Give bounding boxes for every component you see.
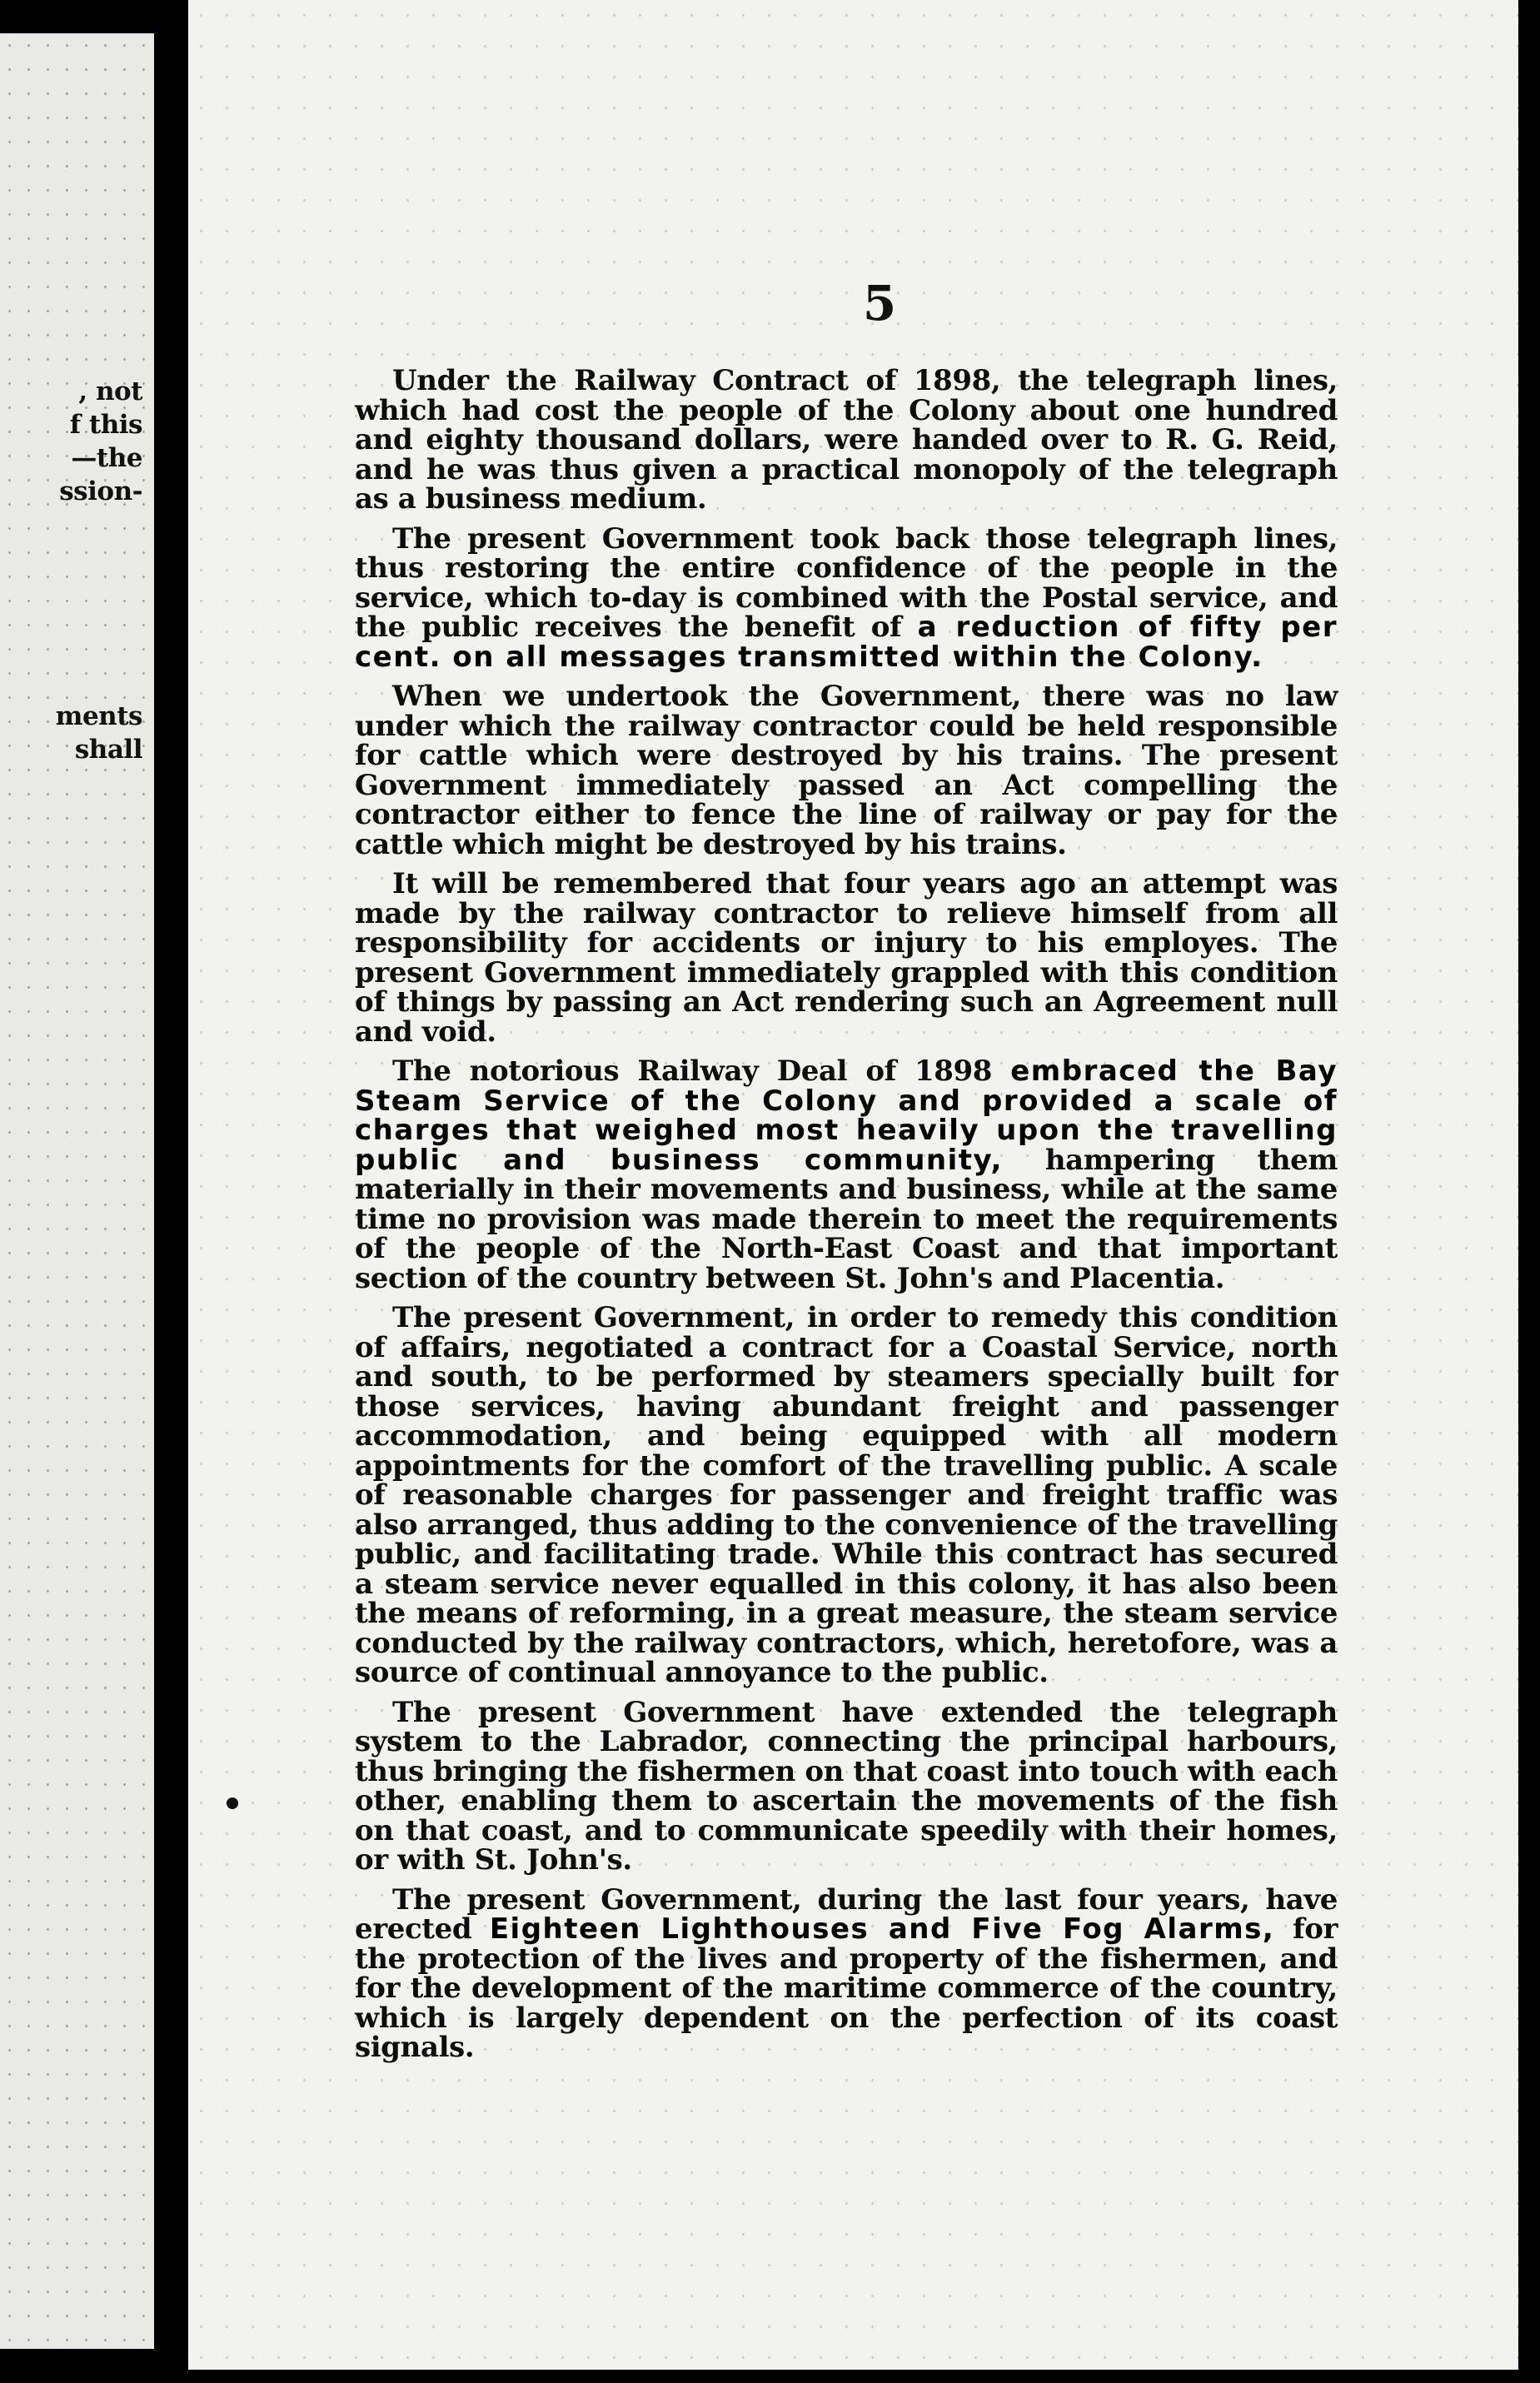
document-page: [188, 0, 1518, 2370]
paragraph: [355, 366, 1338, 515]
paragraph-text: Under the Railway Contract of 1898, the telegraph lines, which had cost the people of the Colony about one hundred and eighty thousand dollars, were handed over to R. G. Reid, and he was thus given a practical monopoly of the telegraph as a business medium.: [355, 364, 1338, 516]
emphasized-text: embraced the Bay Steam Service of the Colony and provided a scale of charges that weighed most heavily upon the travelling public and business community,: [355, 1054, 1338, 1177]
paragraph-text: hampering them materially in their movements and business, while at the same time no provision was made therein to meet the requirements of the people of the North-East Coast and that important section of the country between St. John's and Placentia.: [355, 1143, 1338, 1295]
facing-page-text: —the: [71, 443, 142, 473]
emphasized-text: Eighteen Lighthouses and Five Fog Alarms,: [489, 1912, 1275, 1946]
paragraph: [355, 1882, 1338, 2064]
paragraph-text: The present Government, in order to remedy this condition of affairs, negotiated a contract for a Coastal Service, north and south, to be performed by steamers specially built for those services, having abundant freight and passenger accommodation, and being equipped with all modern appointments for the comfort of the travelling public. A scale of reasonable charges for passenger and freight traffic was also arranged, thus adding to the convenience of the travelling public, and facilitating trade. While this contract has secured a steam service never equalled in this colony, it has also been the means of reforming, in a great measure, the steam service conducted by the railway contractors, which, heretofore, was a source of continual annoyance to the public.: [355, 1301, 1338, 1689]
paragraph: [355, 867, 1338, 1049]
paragraph: [355, 521, 1338, 674]
paragraph-text: The present Government, during the last four years, have erected: [355, 1882, 1338, 1946]
paragraph-text: The notorious Railway Deal of 1898: [392, 1054, 1011, 1088]
page-number: 5: [862, 275, 897, 332]
paragraph-text: When we undertook the Government, there was no law under which the railway contractor could be held responsible for cattle which were destroyed by his trains. The present Government immediately passed an Act compelling the contractor either to fence the line of railway or pay for the cattle which might be destroyed by his trains.: [355, 680, 1338, 861]
facing-page-text: shall: [74, 735, 142, 765]
paragraph: [355, 1054, 1338, 1295]
paragraph-text: for the protection of the lives and property of the fishermen, and for the development of the maritime commerce of the country, which is largely dependent on the perfection of its coast signals.: [355, 1912, 1338, 2064]
emphasized-text: a reduction of fifty per cent. on all messages transmitted within the Colony.: [355, 611, 1338, 674]
facing-page-text: f this: [69, 410, 142, 440]
facing-page-text: ments: [55, 701, 142, 731]
facing-page-text: ssion-: [59, 476, 142, 506]
paragraph: [355, 1695, 1338, 1877]
body-text: [355, 366, 1338, 2073]
paragraph-text: The present Government took back those telegraph lines, thus restoring the entire confidence of the people in the service, which to-day is combined with the Postal service, and the public receives the benefit of: [355, 521, 1338, 644]
page-gutter: [171, 17, 187, 2374]
facing-page-fragment: [0, 33, 154, 2349]
margin-dot: [227, 1797, 238, 1809]
facing-page-text: , not: [78, 376, 142, 406]
paragraph: [355, 682, 1338, 860]
paragraph-text: The present Government have extended the telegraph system to the Labrador, connecting the principal harbours, thus bringing the fishermen on that coast into touch with each other, enabling them to ascertain the movements of the fish on that coast, and to communicate speedily with their homes, or with St. John's.: [355, 1695, 1338, 1877]
paragraph-text: It will be remembered that four years ago an attempt was made by the railway contractor to relieve himself from all responsibility for accidents or injury to his employes. The present Government immediately grappled with this condition of things by passing an Act rendering such an Agreement null and void.: [355, 867, 1338, 1049]
paragraph: [355, 1301, 1338, 1689]
